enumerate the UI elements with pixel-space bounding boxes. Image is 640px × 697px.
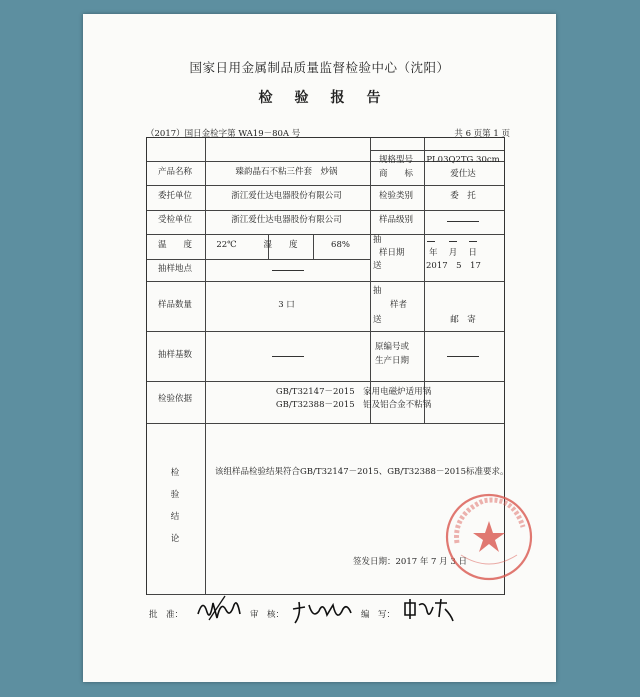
model-label: 规格型号 [378,155,413,165]
page-info: 共 6 页第 1 页 [454,129,510,139]
official-seal [443,491,535,583]
compile-label: 编 写： [361,610,396,620]
sampling-base-dash [272,356,304,357]
basis-line-1: GB/T32147－2015 家用电磁炉适用锅 [275,387,432,397]
serial-date-label-1: 原编号或 [375,342,410,352]
trademark-value: 爱仕达 [450,169,476,179]
org-title: 国家日用金属制品质量监督检验中心（沈阳） [189,60,450,75]
issue-date: 签发日期：2017 年 7 月 3 日 [353,557,467,567]
report-page [83,14,556,682]
conclusion-char-3: 结 [170,512,180,522]
review-label: 审 核： [250,610,285,620]
trademark-label: 商 标 [378,169,413,179]
sampling-site-dash [272,270,304,271]
client-value: 浙江爱仕达电器股份有限公司 [231,191,342,201]
sampler-label-1: 抽 [373,286,382,296]
sampler-label-2: 样者 [390,300,408,310]
sampling-date-label-3: 送 [373,261,382,271]
serial-date-dash [447,356,479,357]
sampler-label-3: 送 [373,315,382,325]
sampling-date-units: 年 月 日 [429,248,477,258]
conclusion-text: 该组样品检验结果符合GB/T32147－2015、GB/T32388－2015标准要求。 [215,467,509,477]
basis-label: 检验依据 [157,394,192,404]
report-title: 检验报告 [258,90,403,106]
sampler-value: 邮 寄 [450,315,476,325]
temperature-label: 温 度 [157,240,192,250]
sampling-date-label-2: 样日期 [379,248,405,258]
inspection-type-label: 检验类别 [378,191,413,201]
conclusion-char-2: 验 [170,490,180,500]
sample-grade-label: 样品级别 [378,215,413,225]
sample-grade-dash [447,221,479,222]
serial-date-label-2: 生产日期 [375,356,410,366]
sampling-date-label-1: 抽 [373,235,382,245]
humidity-label: 湿 度 [263,240,298,250]
inspected-unit-value: 浙江爱仕达电器股份有限公司 [231,215,342,225]
temperature-value: 22℃ [216,240,237,250]
review-signature [289,597,355,627]
product-name-value: 臻韵晶石不粘三件套 炒锅 [235,167,338,177]
client-label: 委托单位 [157,191,192,201]
approve-signature [195,594,243,624]
conclusion-char-1: 检 [170,468,180,478]
basis-line-2: GB/T32388－2015 铝及铝合金不粘锅 [275,400,432,410]
compile-signature [401,597,455,623]
approve-label: 批 准： [149,610,184,620]
product-name-label: 产品名称 [157,167,192,177]
sample-qty-value: 3 口 [278,300,295,310]
sample-qty-label: 样品数量 [157,300,192,310]
model-value: PL03Q2TG 30cm [426,155,500,165]
sampling-base-label: 抽样基数 [157,350,192,360]
inspection-type-value: 委 托 [450,191,476,201]
humidity-value: 68% [331,240,350,250]
sampling-site-label: 抽样地点 [157,264,192,274]
delivery-date-value: 2017 5 17 [426,261,481,271]
conclusion-char-4: 论 [170,534,180,544]
doc-number: （2017）国日金检字第 WA19－80A 号 [146,129,301,139]
inspected-unit-label: 受检单位 [157,215,192,225]
